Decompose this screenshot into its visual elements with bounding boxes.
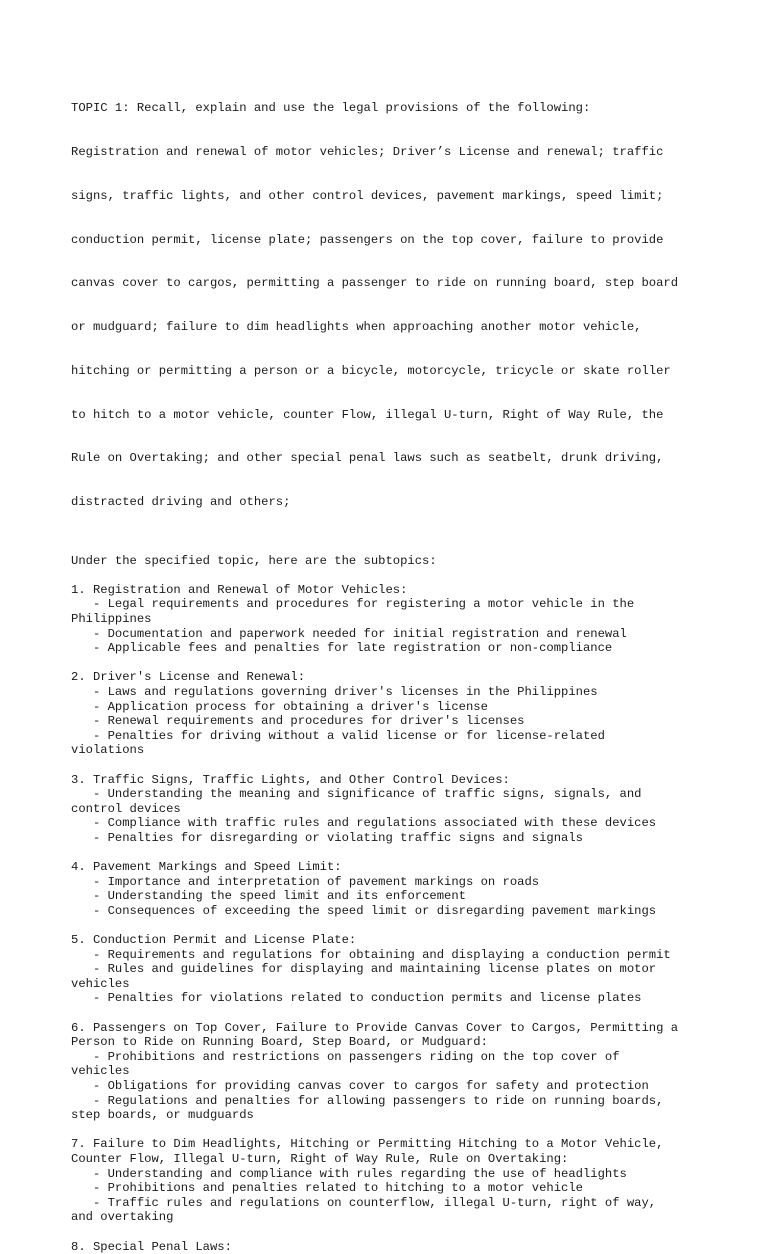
subtopic-title: Counter Flow, Illegal U-turn, Right of Way Rule, Rule on Overtaking: (71, 1152, 711, 1167)
subtopic-bullet (71, 1094, 711, 1123)
subtopic-bullet (71, 641, 711, 656)
bullet-line: - Renewal requirements and procedures for driver's licenses (71, 714, 711, 729)
subtopic-section (71, 860, 711, 918)
subtopic-section (71, 583, 711, 656)
bullet-line: - Penalties for disregarding or violating traffic signs and signals (71, 831, 711, 846)
topic-intro-line: TOPIC 1: Recall, explain and use the legal provisions of the following: (71, 101, 711, 116)
subtopic-section (71, 1137, 711, 1225)
subtopic-title: Person to Ride on Running Board, Step Board, or Mudguard: (71, 1035, 711, 1050)
topic-intro-line: Rule on Overtaking; and other special penal laws such as seatbelt, drunk driving, (71, 451, 711, 466)
topic-intro-line: distracted driving and others; (71, 495, 711, 510)
bullet-line: - Application process for obtaining a driver's license (71, 700, 711, 715)
topic-intro-line: Registration and renewal of motor vehicles; Driver’s License and renewal; traffic (71, 145, 711, 160)
subtopic-bullet (71, 787, 711, 816)
bullet-line: - Understanding and compliance with rules regarding the use of headlights (71, 1167, 711, 1182)
bullet-line: - Prohibitions and penalties related to hitching to a motor vehicle (71, 1181, 711, 1196)
subtopics-intro: Under the specified topic, here are the subtopics: (71, 554, 711, 569)
subtopic-bullet (71, 875, 711, 890)
subtopic-bullet (71, 962, 711, 991)
bullet-line: - Understanding the speed limit and its enforcement (71, 889, 711, 904)
bullet-line: step boards, or mudguards (71, 1108, 711, 1123)
subtopic-title: 4. Pavement Markings and Speed Limit: (71, 860, 711, 875)
topic-intro (71, 72, 711, 539)
subtopic-bullet (71, 889, 711, 904)
spacer (71, 1006, 711, 1021)
bullet-line: - Applicable fees and penalties for late registration or non-compliance (71, 641, 711, 656)
subtopic-bullet (71, 948, 711, 963)
bullet-line: - Obligations for providing canvas cover to cargos for safety and protection (71, 1079, 711, 1094)
subtopic-bullet (71, 831, 711, 846)
subtopic-bullet (71, 904, 711, 919)
subtopic-bullet (71, 991, 711, 1006)
subtopic-section (71, 670, 711, 758)
spacer (71, 539, 711, 554)
topic-intro-line: canvas cover to cargos, permitting a passenger to ride on running board, step board (71, 276, 711, 291)
topic-intro-line: to hitch to a motor vehicle, counter Flow, illegal U-turn, Right of Way Rule, the (71, 408, 711, 423)
bullet-line: - Prohibitions and restrictions on passengers riding on the top cover of (71, 1050, 711, 1065)
subtopic-bullet (71, 700, 711, 715)
bullet-line: - Penalties for violations related to conduction permits and license plates (71, 991, 711, 1006)
bullet-line: - Regulations and penalties for allowing passengers to ride on running boards, (71, 1094, 711, 1109)
topic-intro-line: hitching or permitting a person or a bicycle, motorcycle, tricycle or skate roller (71, 364, 711, 379)
subtopic-title: 7. Failure to Dim Headlights, Hitching or Permitting Hitching to a Motor Vehicle, (71, 1137, 711, 1152)
bullet-line: vehicles (71, 1064, 711, 1079)
subtopic-section (71, 1240, 711, 1254)
subtopic-bullet (71, 1050, 711, 1079)
spacer (71, 1225, 711, 1240)
bullet-line: - Documentation and paperwork needed for initial registration and renewal (71, 627, 711, 642)
subtopic-bullet (71, 1079, 711, 1094)
spacer (71, 758, 711, 773)
subtopics-list (71, 568, 711, 1254)
subtopic-bullet (71, 816, 711, 831)
subtopic-bullet (71, 1196, 711, 1225)
bullet-line: - Penalties for driving without a valid license or for license-related (71, 729, 711, 744)
subtopic-bullet (71, 685, 711, 700)
topic-intro-line: conduction permit, license plate; passengers on the top cover, failure to provide (71, 233, 711, 248)
subtopic-bullet (71, 729, 711, 758)
subtopic-title: 6. Passengers on Top Cover, Failure to Provide Canvas Cover to Cargos, Permitting a (71, 1021, 711, 1036)
bullet-line: - Traffic rules and regulations on counterflow, illegal U-turn, right of way, (71, 1196, 711, 1211)
topic-intro-line: signs, traffic lights, and other control devices, pavement markings, speed limit; (71, 189, 711, 204)
bullet-line: - Requirements and regulations for obtaining and displaying a conduction permit (71, 948, 711, 963)
bullet-line: - Consequences of exceeding the speed limit or disregarding pavement markings (71, 904, 711, 919)
spacer (71, 656, 711, 671)
bullet-line: - Compliance with traffic rules and regulations associated with these devices (71, 816, 711, 831)
subtopic-section (71, 773, 711, 846)
subtopic-bullet (71, 627, 711, 642)
topic-intro-line: or mudguard; failure to dim headlights when approaching another motor vehicle, (71, 320, 711, 335)
bullet-line: Philippines (71, 612, 711, 627)
spacer (71, 1123, 711, 1138)
subtopic-bullet (71, 714, 711, 729)
subtopic-bullet (71, 597, 711, 626)
bullet-line: - Laws and regulations governing driver's licenses in the Philippines (71, 685, 711, 700)
bullet-line: - Importance and interpretation of pavement markings on roads (71, 875, 711, 890)
subtopic-title: 5. Conduction Permit and License Plate: (71, 933, 711, 948)
document-page (71, 72, 711, 1254)
bullet-line: and overtaking (71, 1210, 711, 1225)
subtopic-section (71, 933, 711, 1006)
bullet-line: - Rules and guidelines for displaying and maintaining license plates on motor (71, 962, 711, 977)
bullet-line: violations (71, 743, 711, 758)
subtopic-title: 3. Traffic Signs, Traffic Lights, and Other Control Devices: (71, 773, 711, 788)
subtopic-bullet (71, 1181, 711, 1196)
bullet-line: - Understanding the meaning and significance of traffic signs, signals, and (71, 787, 711, 802)
subtopic-title: 2. Driver's License and Renewal: (71, 670, 711, 685)
spacer (71, 918, 711, 933)
subtopic-bullet (71, 1167, 711, 1182)
subtopic-section (71, 1021, 711, 1123)
spacer (71, 845, 711, 860)
subtopic-title: 8. Special Penal Laws: (71, 1240, 711, 1254)
bullet-line: control devices (71, 802, 711, 817)
subtopic-title: 1. Registration and Renewal of Motor Vehicles: (71, 583, 711, 598)
bullet-line: - Legal requirements and procedures for registering a motor vehicle in the (71, 597, 711, 612)
bullet-line: vehicles (71, 977, 711, 992)
spacer (71, 568, 711, 583)
